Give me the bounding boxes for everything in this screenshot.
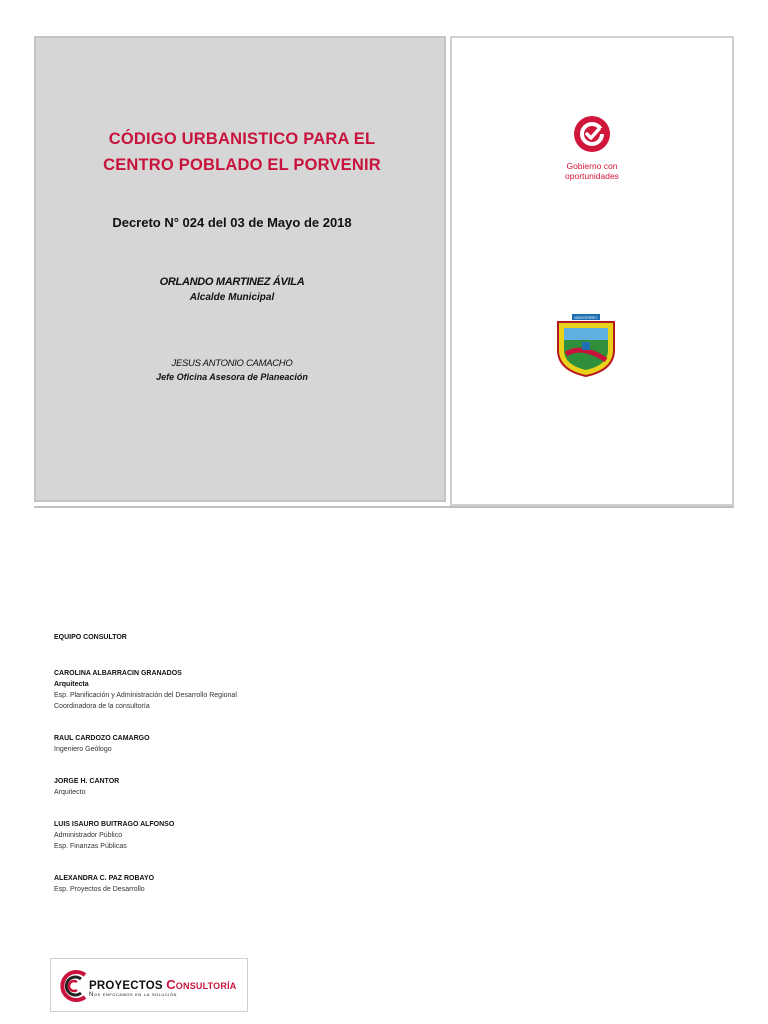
- title-line-1: CÓDIGO URBANISTICO PARA EL: [108, 130, 376, 148]
- title-line-2: CENTRO POBLADO EL PORVENIR: [103, 156, 381, 174]
- check-circle-icon: [572, 114, 612, 154]
- consultancy-tagline: Nos enfocamos en la solución: [89, 992, 177, 998]
- cover-section: [34, 36, 734, 508]
- member-name: RAUL CARDOZO CAMARGO: [54, 735, 150, 742]
- title-panel: [34, 36, 446, 502]
- team-member: [54, 874, 454, 895]
- member-role: Coordinadora de la consultoría: [54, 703, 150, 710]
- team-member: [54, 669, 454, 712]
- gov-logo-line-2: oportunidades: [565, 171, 619, 181]
- consultancy-logo: [50, 958, 248, 1012]
- document-title: [36, 126, 448, 178]
- member-name: ALEXANDRA C. PAZ ROBAYO: [54, 875, 155, 882]
- municipal-shield-icon: [554, 310, 618, 380]
- planner-role: Jefe Oficina Asesora de Planeación: [156, 372, 308, 382]
- member-name: JORGE H. CANTOR: [54, 778, 120, 785]
- logo-panel: [450, 36, 734, 506]
- member-role: Administrador Público: [54, 832, 123, 839]
- member-name: CAROLINA ALBARRACIN GRANADOS: [54, 670, 182, 677]
- team-member: [54, 734, 454, 755]
- mayor-role: Alcalde Municipal: [189, 292, 275, 303]
- gov-logo-line-1: Gobierno con: [566, 161, 618, 171]
- team-member: [54, 777, 454, 798]
- member-role: Arquitecto: [54, 789, 86, 796]
- member-role: Esp. Finanzas Públicas: [54, 843, 127, 850]
- team-member: [54, 820, 454, 852]
- government-logo: [560, 114, 624, 181]
- consultancy-name: [89, 977, 236, 992]
- consulting-team: [54, 634, 454, 917]
- decree-line: Decreto N° 024 del 03 de Mayo de 2018: [112, 215, 352, 230]
- member-role: Arquitecta: [54, 681, 89, 688]
- member-role: Ingeniero Geólogo: [54, 746, 112, 753]
- team-heading: EQUIPO CONSULTOR: [54, 634, 127, 641]
- member-role: Esp. Planificación y Administración del Desarrollo Regional: [54, 692, 237, 699]
- shield-banner-text: MONTERREY: [574, 316, 598, 320]
- consultancy-swoosh-icon: [55, 969, 89, 1003]
- member-role: Esp. Proyectos de Desarrollo: [54, 886, 145, 893]
- consultancy-name-part-1: PROYECTOS: [89, 980, 163, 992]
- planner-name: JESUS ANTONIO CAMACHO: [171, 358, 293, 369]
- mayor-name: ORLANDO MARTINEZ ÁVILA: [159, 276, 305, 288]
- consultancy-name-part-2: Consultoría: [166, 977, 237, 992]
- member-name: LUIS ISAURO BUITRAGO ALFONSO: [54, 821, 175, 828]
